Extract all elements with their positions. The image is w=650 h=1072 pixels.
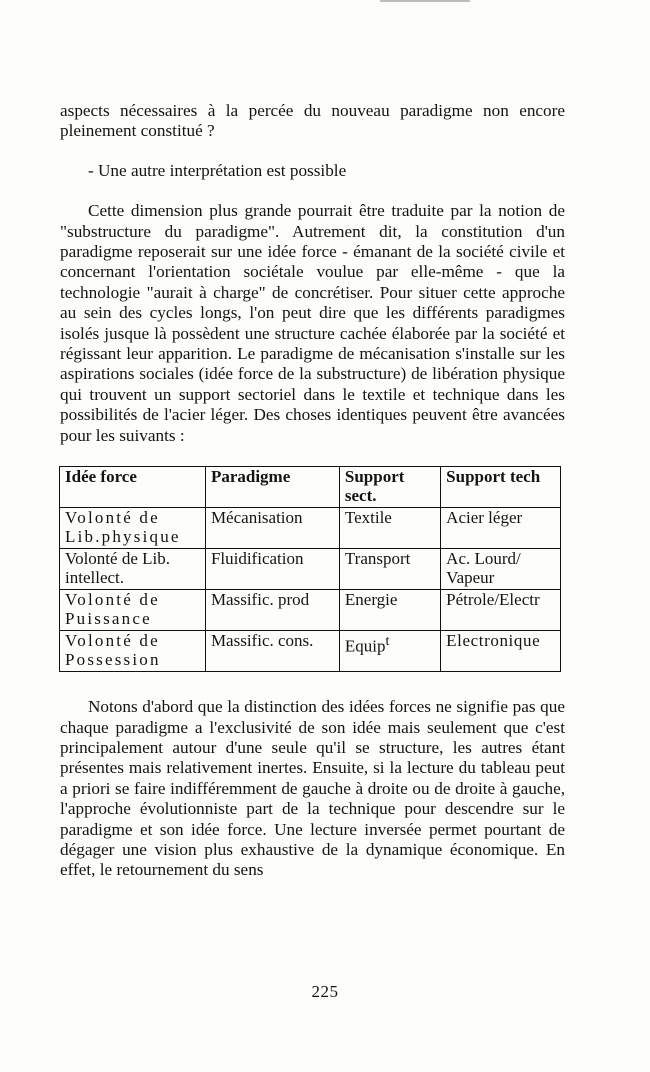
- header-paradigme: Paradigme: [205, 467, 339, 508]
- paradigm-table: [59, 466, 561, 672]
- cell-text: Equip: [344, 636, 386, 656]
- cell-paradigme: Massific. prod: [205, 590, 339, 631]
- cell-support-sect: Textile: [339, 508, 440, 549]
- cell-paradigme: Massific. cons.: [205, 631, 339, 672]
- cell-text: Volonté de Lib.physique: [65, 508, 181, 546]
- cell-idee-force: [60, 631, 206, 672]
- cell-text: Electronique: [446, 631, 541, 651]
- table-header-row: [60, 467, 561, 508]
- header-idee-force: Idée force: [60, 467, 206, 508]
- cell-idee-force: Volonté de Lib. intellect.: [60, 549, 206, 590]
- cell-text: Volonté de Puissance: [65, 590, 160, 628]
- table-row: [60, 631, 561, 672]
- paragraph-notons: Notons d'abord que la distinction des idées forces ne signifie pas que chaque paradigme a l'exclusivité de son idée mais seulement que c'est principalement autour d'une seule qu'il se structure, les autres étant présentes mais relativement inertes. Ensuite, si la lecture du tableau peut a priori se faire indifféremment de gauche à droite ou de droite à gauche, l'approche évolutionniste part de la technique pour descendre sur le paradigme et son idée force. Une lecture inversée permet pourtant de dégager une vision plus exhaustive de la dynamique économique. En effet, le retournement du sens: [60, 697, 565, 880]
- cell-text: Volonté de Possession: [65, 631, 161, 669]
- cell-support-tech: Pétrole/Electr: [441, 590, 561, 631]
- cell-support-sect: Energie: [339, 590, 440, 631]
- paragraph-continuation: aspects nécessaires à la percée du nouveau paradigme non encore pleinement constitué ?: [60, 101, 565, 141]
- header-support-sect: Support sect.: [339, 467, 440, 508]
- cell-support-sect: [339, 631, 440, 672]
- page-body: [60, 101, 565, 881]
- cell-support-tech: [441, 631, 561, 672]
- cell-support-tech: Ac. Lourd/ Vapeur: [441, 549, 561, 590]
- paragraph-interpretation: - Une autre interprétation est possible: [88, 160, 347, 180]
- paragraph-substructure: Cette dimension plus grande pourrait être traduite par la notion de "substructure du paradigme". Autrement dit, la constitution d'un paradigme reposerait sur une idée force - émanant de la société civile et concernant l'orientation sociétale voulue par elle-même - que la technologie "aurait à charge" de concrétiser. Pour situer cette approche au sein des cycles longs, l'on peut dire que les différents paradigmes isolés jusque là possèdent une structure cachée élaborée par la société et régissant leur apparition. Le paradigme de mécanisation s'installe sur les aspirations sociales (idée force de la substructure) de libération physique qui trouvent un support sectoriel dans le textile et technique dans les possibilités de l'acier léger. Des choses identiques peuvent être avancées pour les suivants :: [60, 201, 565, 445]
- table-row: [60, 508, 561, 549]
- superscript-t: t: [385, 633, 390, 650]
- cell-support-tech: Acier léger: [441, 508, 561, 549]
- scan-top-edge: [0, 0, 650, 2]
- cell-support-sect: Transport: [339, 549, 440, 590]
- page-number: 225: [311, 982, 339, 1001]
- table-row: [60, 549, 561, 590]
- cell-idee-force: [60, 590, 206, 631]
- cell-idee-force: [60, 508, 206, 549]
- cell-paradigme: Fluidification: [205, 549, 339, 590]
- header-support-tech: Support tech: [441, 467, 561, 508]
- cell-paradigme: Mécanisation: [205, 508, 339, 549]
- table-row: [60, 590, 561, 631]
